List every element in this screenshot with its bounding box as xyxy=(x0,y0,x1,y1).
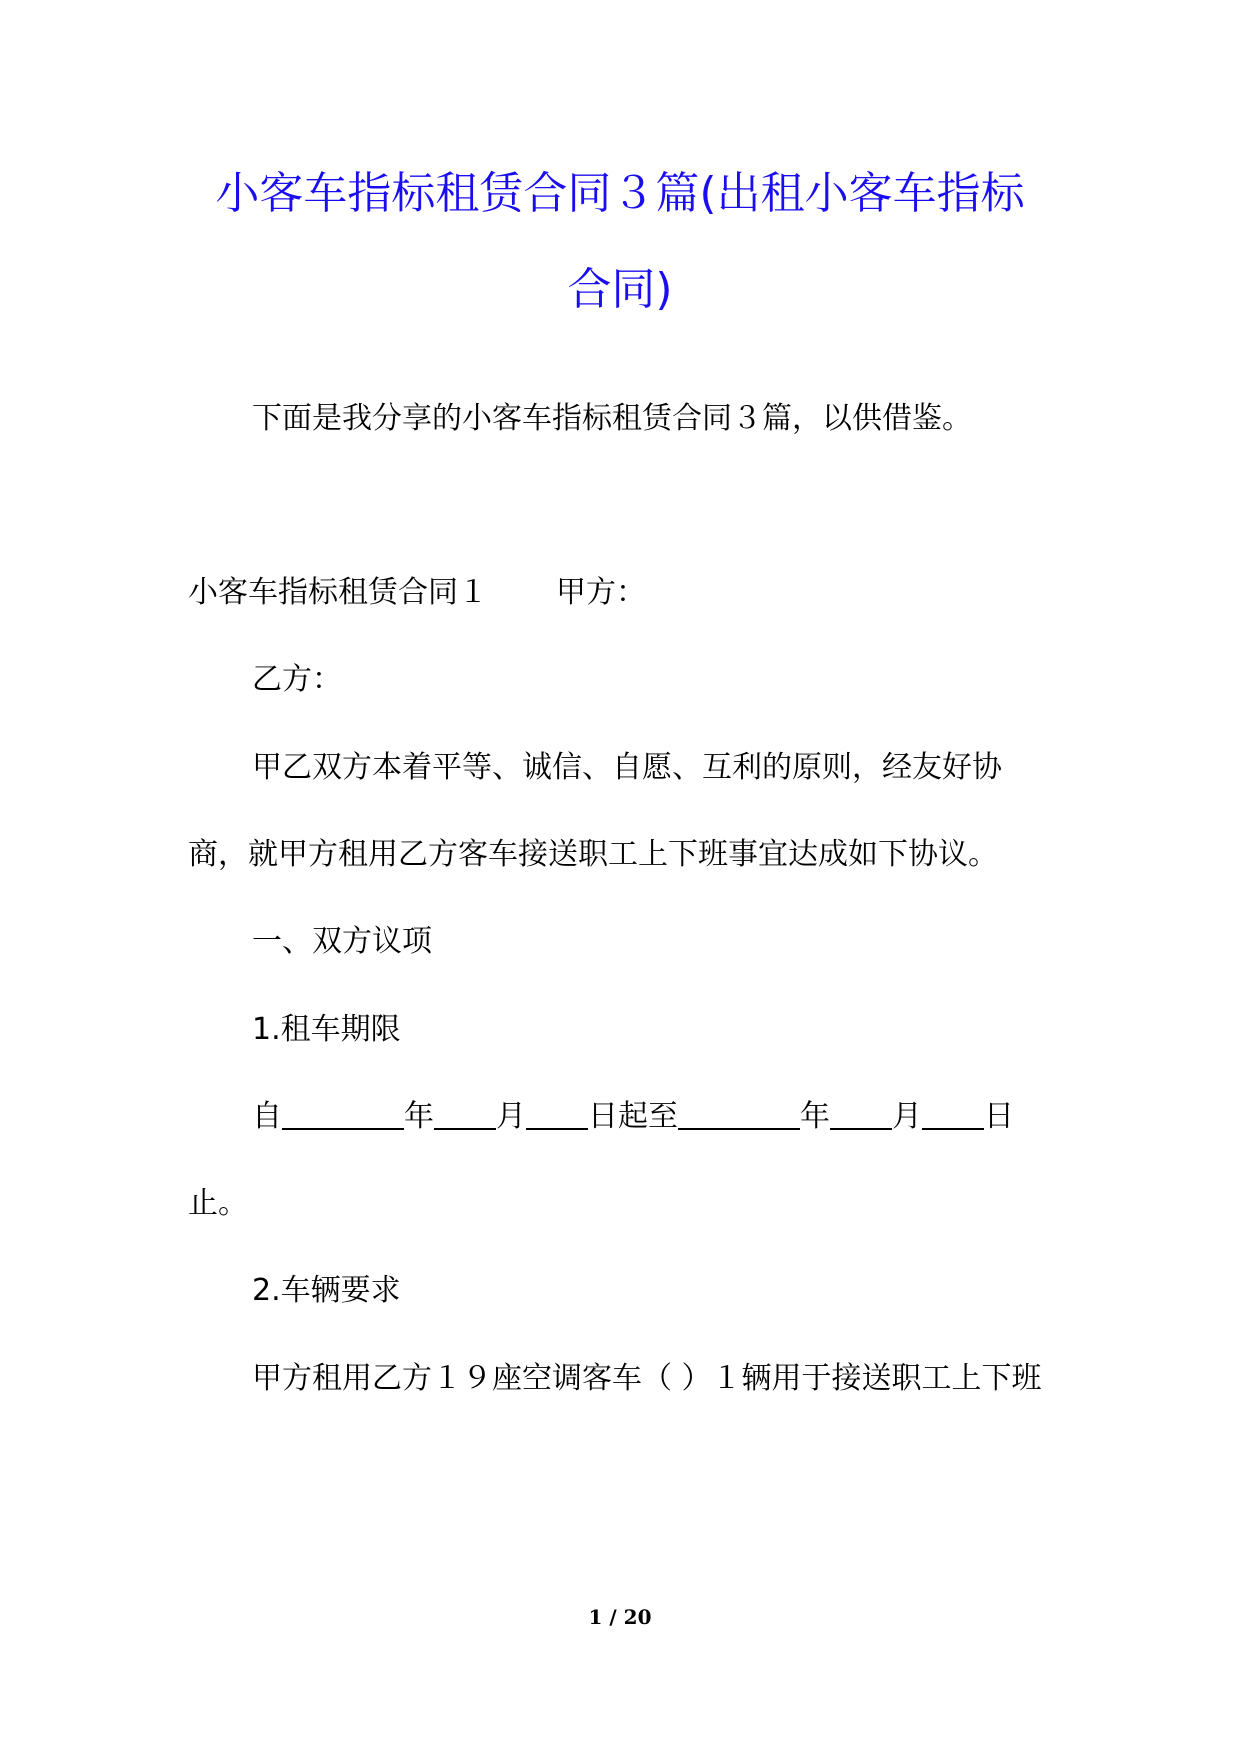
contract-heading-row xyxy=(188,576,646,610)
end-month-blank xyxy=(830,1102,892,1130)
intro-paragraph: 下面是我分享的小客车指标租赁合同３篇，以供借鉴。 xyxy=(252,401,972,436)
end-day-blank xyxy=(922,1102,984,1130)
rental-period-end: 止。 xyxy=(188,1186,248,1221)
paragraph-2-line-1: 甲方租用乙方１９座空调客车（ ）１辆用于接送职工上下班 xyxy=(252,1361,1042,1396)
period-from: 自 xyxy=(252,1099,282,1134)
period-month-1: 月 xyxy=(496,1099,526,1134)
period-day-1: 日起至 xyxy=(588,1099,678,1134)
period-month-2: 月 xyxy=(892,1099,922,1134)
period-year-2: 年 xyxy=(800,1099,830,1134)
paragraph-1-line-1: 甲乙双方本着平等、诚信、自愿、互利的原则，经友好协 xyxy=(252,750,1002,785)
rental-period-line xyxy=(252,1100,1014,1134)
page-number: 1 / 20 xyxy=(588,1605,652,1629)
start-day-blank xyxy=(526,1102,588,1130)
contract-heading: 小客车指标租赁合同１ xyxy=(188,575,488,610)
document-title-line-1: 小客车指标租赁合同３篇(出租小客车指标 xyxy=(215,168,1025,219)
end-year-blank xyxy=(678,1102,800,1130)
item-2-heading: 2.车辆要求 xyxy=(252,1273,401,1308)
start-year-blank xyxy=(282,1102,404,1130)
section-1-heading: 一、双方议项 xyxy=(252,924,432,959)
paragraph-1-line-2: 商，就甲方租用乙方客车接送职工上下班事宜达成如下协议。 xyxy=(188,837,998,872)
party-a-label: 甲方： xyxy=(556,575,646,610)
document-title-line-2: 合同) xyxy=(567,264,673,315)
start-month-blank xyxy=(434,1102,496,1130)
period-day-2: 日 xyxy=(984,1099,1014,1134)
period-year-1: 年 xyxy=(404,1099,434,1134)
party-b-label: 乙方： xyxy=(252,662,342,697)
item-1-heading: 1.租车期限 xyxy=(252,1012,401,1047)
